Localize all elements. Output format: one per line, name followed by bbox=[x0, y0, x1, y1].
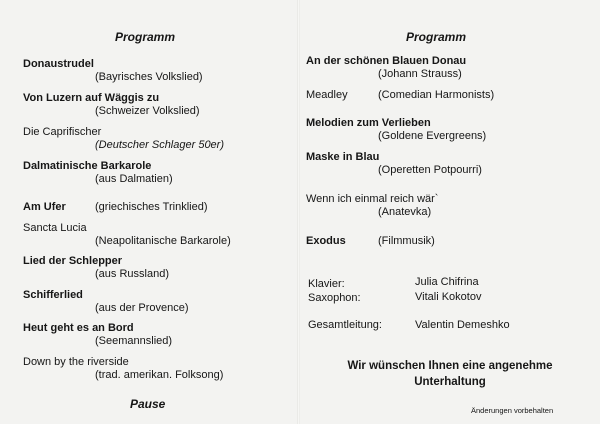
credit-name: Vitali Kokotov bbox=[415, 291, 482, 303]
program-item-subtitle: (griechisches Trinklied) bbox=[95, 201, 208, 213]
program-item-title: Wenn ich einmal reich wär` bbox=[306, 193, 439, 205]
credit-role: Gesamtleitung: bbox=[308, 319, 382, 331]
program-item-subtitle: (Seemannslied) bbox=[95, 335, 173, 347]
program-item-title: Am Ufer bbox=[23, 201, 66, 213]
program-item-subtitle: (Comedian Harmonists) bbox=[378, 89, 495, 101]
program-item-title: Donaustrudel bbox=[23, 58, 94, 70]
program-item-title: Heut geht es an Bord bbox=[23, 322, 134, 334]
program-item-title: Melodien zum Verlieben bbox=[306, 117, 431, 129]
program-item-subtitle: (Goldene Evergreens) bbox=[378, 130, 487, 142]
program-item-subtitle: (Anatevka) bbox=[378, 206, 432, 218]
program-item-title: Von Luzern auf Wäggis zu bbox=[23, 92, 160, 104]
credit-name: Valentin Demeshko bbox=[415, 319, 510, 331]
right-page-heading: Programm bbox=[406, 30, 467, 44]
program-item-title: Down by the riverside bbox=[23, 356, 129, 368]
program-item-subtitle: (aus Dalmatien) bbox=[95, 173, 173, 185]
pause-label: Pause bbox=[130, 397, 166, 411]
program-item-title: Meadley bbox=[306, 89, 348, 101]
credit-role: Klavier: bbox=[308, 278, 345, 290]
program-item-title: Sancta Lucia bbox=[23, 222, 87, 234]
program-item-title: Dalmatinische Barkarole bbox=[23, 160, 152, 172]
left-page-heading: Programm bbox=[115, 30, 176, 44]
closing-line: Wir wünschen Ihnen eine angenehme bbox=[347, 360, 553, 372]
closing-line: Unterhaltung bbox=[414, 376, 486, 388]
program-item-subtitle: (Neapolitanische Barkarole) bbox=[95, 235, 231, 247]
program-item-title: Die Caprifischer bbox=[23, 126, 102, 138]
program-item-subtitle: (Operetten Potpourri) bbox=[378, 164, 482, 176]
program-item-subtitle: (Schweizer Volkslied) bbox=[95, 105, 200, 117]
program-item-subtitle: (Bayrisches Volkslied) bbox=[95, 71, 203, 83]
credit-role: Saxophon: bbox=[308, 292, 361, 304]
changes-note: Änderungen vorbehalten bbox=[471, 406, 554, 415]
program-item-title: Maske in Blau bbox=[306, 151, 380, 163]
program-item-subtitle: (Deutscher Schlager 50er) bbox=[95, 139, 225, 151]
program-item-title: Lied der Schlepper bbox=[23, 255, 123, 267]
program-item-subtitle: (Johann Strauss) bbox=[378, 68, 462, 80]
program-item-title: An der schönen Blauen Donau bbox=[306, 55, 467, 67]
program-item-subtitle: (aus der Provence) bbox=[95, 302, 189, 314]
credit-name: Julia Chifrina bbox=[415, 276, 479, 288]
program-item-subtitle: (Filmmusik) bbox=[378, 235, 435, 247]
program-item-title: Exodus bbox=[306, 235, 346, 247]
program-item-subtitle: (trad. amerikan. Folksong) bbox=[95, 369, 224, 381]
program-item-title: Schifferlied bbox=[23, 289, 83, 301]
program-item-subtitle: (aus Russland) bbox=[95, 268, 169, 280]
